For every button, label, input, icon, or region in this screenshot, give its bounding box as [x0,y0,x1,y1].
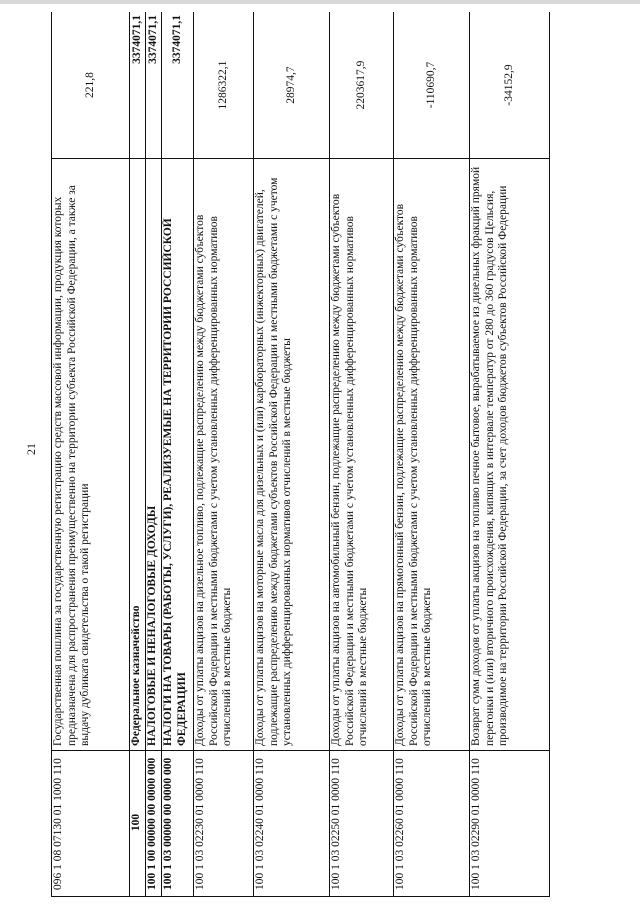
revenue-name: Доходы от уплаты акцизов на моторные масла для дизельных и (или) карбюраторных (инжекторных) двигателей, подлежащие распределению между бюджетами субъектов Российской Федерации и местными бюджетами с учетом установленных дифференцированных нормативов отчислений в местные бюджеты [254,159,330,751]
revenue-name: НАЛОГИ НА ТОВАРЫ (РАБОТЫ, УСЛУГИ), РЕАЛИЗУЕМЫЕ НА ТЕРРИТОРИИ РОССИЙСКОЙ ФЕДЕРАЦИИ [162,159,194,751]
budget-code: 100 1 00 00000 00 0000 000 [146,751,162,897]
revenue-table [51,12,550,897]
budget-code: 100 1 03 02260 01 0000 110 [394,751,470,897]
amount: 221,8 [52,12,130,159]
table-row [254,12,330,897]
rotated-page [51,12,621,897]
revenue-name: Возврат сумм доходов от уплаты акцизов на топливо печное бытовое, вырабатываемое из дизельных фракций прямой перегонки и (или) вторичного происхождения, кипящих в интервале температур от 280 до 360 градусов Цельсия, производимое на территории Российской Федерации, за счет доходов бюджетов субъектов Российской Федерации [470,159,550,751]
amount: 3374071,1 [162,12,194,159]
budget-code: 100 1 03 02290 01 0000 110 [470,751,550,897]
revenue-name: Государственная пошлина за государственную регистрацию средств массовой информации, продукция которых предназначена для распространения преимущественно на территории субъекта Российской Федерации, а также за выдачу дубликата свидетельства о такой регистрации [52,159,130,751]
table-row [162,12,194,897]
budget-code: 100 1 03 02240 01 0000 110 [254,751,330,897]
table-row [194,12,254,897]
amount: -110690,7 [394,12,470,159]
amount: 3374071,1 [130,12,146,159]
table-row [470,12,550,897]
amount: 1286322,1 [194,12,254,159]
amount: 2203617,9 [330,12,394,159]
budget-code: 100 1 03 00000 00 0000 000 [162,751,194,897]
budget-code: 096 1 08 07130 01 1000 110 [52,751,130,897]
scan-edge [0,0,640,4]
amount: 3374071,1 [146,12,162,159]
revenue-name: Доходы от уплаты акцизов на автомобильный бензин, подлежащие распределению между бюджетами субъектов Российской Федерации и местными бюджетами с учетом установленных дифференцированных нормативов отчислений в местные бюджеты [330,159,394,751]
table-row [330,12,394,897]
table-row [130,12,146,897]
table-row [52,12,130,897]
budget-code: 100 1 03 02250 01 0000 110 [330,751,394,897]
revenue-name: Доходы от уплаты акцизов на прямогонный бензин, подлежащие распределению между бюджетами субъектов Российской Федерации и местными бюджетами с учетом установленных дифференцированных нормативов отчислений в местные бюджеты [394,159,470,751]
table-row [394,12,470,897]
budget-code: 100 1 03 02230 01 0000 110 [194,751,254,897]
budget-code: 100 [130,751,146,897]
revenue-name: Доходы от уплаты акцизов на дизельное топливо, подлежащие распределению между бюджетами субъектов Российской Федерации и местными бюджетами с учетом установленных дифференцированных нормативов отчислений в местные бюджеты [194,159,254,751]
page-number: 21 [24,443,38,455]
amount: -34152,9 [470,12,550,159]
revenue-name: Федеральное казначейство [130,159,146,751]
table-row [146,12,162,897]
rotated-table-frame [51,12,621,897]
revenue-name: НАЛОГОВЫЕ И НЕНАЛОГОВЫЕ ДОХОДЫ [146,159,162,751]
amount: 28974,7 [254,12,330,159]
